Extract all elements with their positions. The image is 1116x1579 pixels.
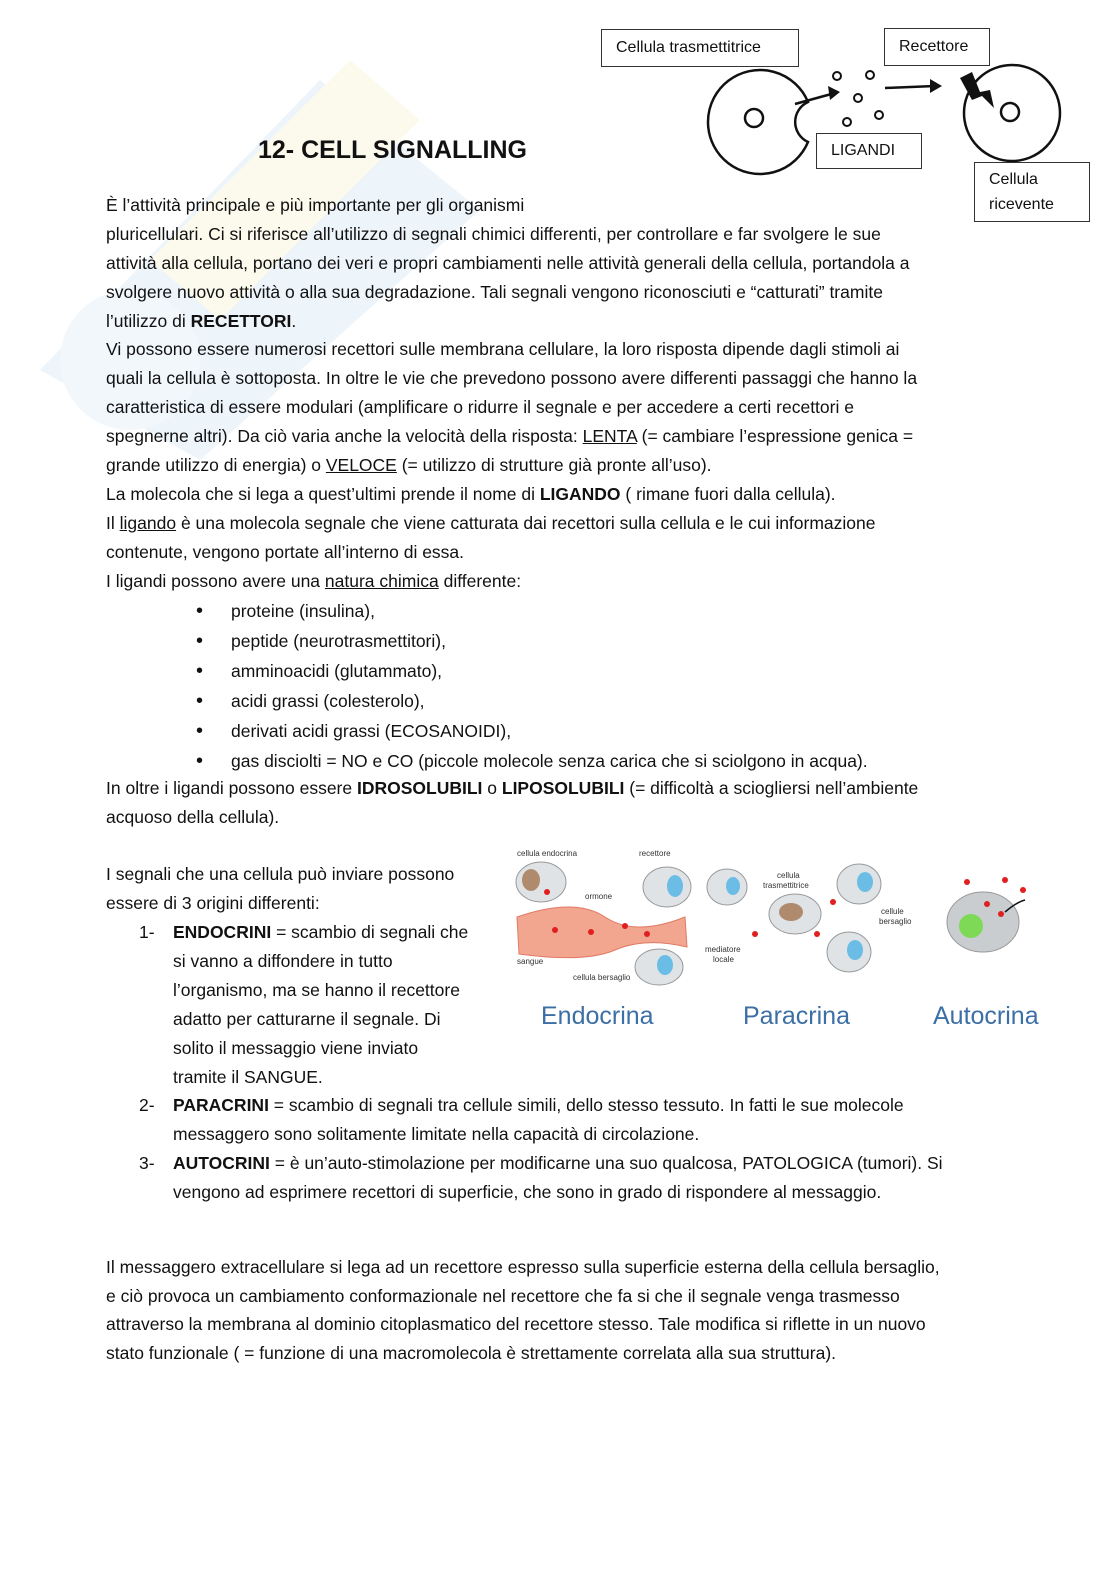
para4-line2: contenute, vengono portate all’interno di essa. (106, 542, 465, 562)
para6-text: o (482, 778, 502, 798)
label-cellula-trasmettitrice: Cellula trasmettitrice (601, 29, 799, 67)
endocrine-nucleus (522, 869, 540, 891)
endocrini-text: = scambio di segnali che (271, 922, 469, 942)
paracrini-line2: messaggero sono solitamente limitate nella capacità di circolazione. (173, 1124, 700, 1144)
term-veloce: VELOCE (325, 455, 397, 475)
list-item: • amminoacidi (glutammato), (196, 656, 868, 686)
signalling-types-drawing (505, 842, 1065, 1002)
hormone-dot (644, 931, 650, 937)
label-ormone: ormone (585, 892, 613, 901)
ligand-types-list (196, 596, 868, 776)
endocrini-line1 (173, 918, 468, 947)
para6-line1 (106, 774, 918, 803)
paracrini-text: = scambio di segnali tra cellule simili, dello stesso tessuto. In fatti le sue molecole (268, 1095, 904, 1115)
endocrini-line4: adatto per catturarne il segnale. Di (173, 1009, 441, 1029)
autocrine-dot (1002, 877, 1008, 883)
list-number: 1- (139, 922, 155, 942)
para2-line4 (106, 422, 913, 451)
mediator-dot (814, 931, 820, 937)
mediator-dot (830, 899, 836, 905)
term-recettori: RECETTORI (190, 311, 292, 331)
para4-text: è una molecola segnale che viene catturata dai recettori sulla cellula e le cui informazione (176, 513, 876, 533)
receiving-nucleus (1001, 103, 1019, 121)
hormone-dot (622, 923, 628, 929)
list-item: • peptide (neurotrasmettitori), (196, 626, 868, 656)
para6-text: In oltre i ligandi possono essere (106, 778, 357, 798)
para6-text: (= difficoltà a sciogliersi nell’ambiente (624, 778, 919, 798)
label-paracrina: Paracrina (743, 1002, 850, 1030)
intro-line3: attività alla cellula, portano dei veri e propri cambiamenti nelle attività generali della cellula, portandola a (106, 253, 910, 273)
target-nucleus-2 (657, 955, 673, 975)
transmitter-cell (708, 70, 808, 174)
para2-line2: quali la cellula è sottoposta. In oltre le vie che prevedono possono avere differenti passaggi che hanno la (106, 368, 918, 388)
para8-line3: attraverso la membrana al dominio citoplasmatico del recettore stesso. Tale modifica si riflette in un nuovo (106, 1314, 926, 1334)
para2-text: grande utilizzo di energia) o (106, 455, 326, 475)
cells-drawing (590, 20, 1100, 230)
autocrine-dot (964, 879, 970, 885)
term-ligando: LIGANDO (539, 484, 621, 504)
label-sangue: sangue (517, 957, 544, 966)
label-mediatore-2: locale (713, 955, 734, 964)
para3 (106, 480, 836, 509)
para8-line1: Il messaggero extracellulare si lega ad un recettore espresso sulla superficie esterna della cellula bersaglio, (106, 1257, 940, 1277)
list-item: • acidi grassi (colesterolo), (196, 686, 868, 716)
list-number: 3- (139, 1153, 155, 1173)
autocrini-line2: vengono ad esprimere recettori di superficie, che sono in grado di rispondere al messaggio. (173, 1182, 882, 1202)
ligand-dot (833, 72, 841, 80)
term-paracrini: PARACRINI (173, 1095, 269, 1115)
intro-line1: È l’attività principale e più importante per gli organismi (106, 195, 525, 215)
label-cellula-trasm-2: trasmettitrice (763, 881, 809, 890)
autocrine-cell (947, 892, 1019, 952)
endocrini-line6: tramite il SANGUE. (173, 1067, 323, 1087)
paracrine-transmitter-nucleus (779, 903, 803, 921)
label-autocrina: Autocrina (933, 1002, 1039, 1030)
receiving-cell (964, 65, 1060, 161)
para5-text: I ligandi possono avere una (106, 571, 325, 591)
para7-line1: I segnali che una cellula può inviare possono (106, 864, 455, 884)
ligand-dot (843, 118, 851, 126)
para2-text: (= utilizzo di strutture già pronte all’uso). (396, 455, 712, 475)
ligand-dot (875, 111, 883, 119)
signalling-types-figure (505, 842, 1065, 1052)
para4-text: Il (106, 513, 120, 533)
label-recettore-fig: recettore (639, 849, 671, 858)
para7-line2: essere di 3 origini differenti: (106, 893, 320, 913)
ligand-dot (854, 94, 862, 102)
list-item: • proteine (insulina), (196, 596, 868, 626)
target-nucleus (667, 875, 683, 897)
intro-line5 (106, 307, 296, 336)
label-cellula-endocrina: cellula endocrina (517, 849, 578, 858)
hormone-dot (544, 889, 550, 895)
autocrini-line1 (173, 1149, 943, 1178)
paracrine-target-nucleus (857, 872, 873, 892)
para2-text: spegnerne altri). Da ciò varia anche la velocità della risposta: (106, 426, 583, 446)
para2-line3: caratteristica di essere modulari (amplificare o ridurre il segnale e per accedere a certi recettori e (106, 397, 854, 417)
autocrini-text: = è un’auto-stimolazione per modificarne una suo qualcosa, PATOLOGICA (tumori). Si (269, 1153, 943, 1173)
intro-text: . (291, 311, 297, 331)
para3-text: La molecola che si lega a quest’ultimi prende il nome di (106, 484, 540, 504)
label-cellula-bersaglio: cellula bersaglio (573, 973, 631, 982)
para2-line1: Vi possono essere numerosi recettori sulle membrana cellulare, la loro risposta dipende dagli stimoli ai (106, 339, 900, 359)
para8-line2: e ciò provoca un cambiamento conformazionale nel recettore che fa si che il segnale venga trasmesso (106, 1286, 900, 1306)
signal-diagram (590, 20, 1100, 230)
mediator-dot (752, 931, 758, 937)
endocrini-line3: l’organismo, ma se hanno il recettore (173, 980, 460, 1000)
para8-line4: stato funzionale ( = funzione di una macromolecola è strettamente correlata alla sua struttura). (106, 1343, 837, 1363)
term-idrosolubili: IDROSOLUBILI (356, 778, 483, 798)
arrow-line-1 (795, 93, 835, 104)
endocrini-line5: solito il messaggio viene inviato (173, 1038, 419, 1058)
term-lenta: LENTA (582, 426, 637, 446)
paracrine-nucleus (726, 877, 740, 895)
para3-text: ( rimane fuori dalla cellula). (620, 484, 836, 504)
ligand-dot (866, 71, 874, 79)
transmitter-nucleus (745, 109, 763, 127)
para2-line5 (106, 451, 712, 480)
label-ligandi: LIGANDI (816, 133, 922, 169)
list-item: • gas disciolti = NO e CO (piccole molecole senza carica che si sciolgono in acqua). (196, 746, 868, 776)
target-cell (643, 867, 691, 907)
ricevente-line1: Cellula (989, 171, 1038, 188)
label-cellula-trasm-1: cellula (777, 871, 800, 880)
term-ligando-underline: ligando (119, 513, 177, 533)
term-liposolubili: LIPOSOLUBILI (501, 778, 625, 798)
label-cellule-bersaglio-1: cellule (881, 907, 904, 916)
endocrini-line2: si vanno a diffondere in tutto (173, 951, 393, 971)
list-number: 2- (139, 1095, 155, 1115)
para4-line1 (106, 509, 876, 538)
label-mediatore-1: mediatore (705, 945, 741, 954)
hormone-dot (552, 927, 558, 933)
page-title: 12- CELL SIGNALLING (258, 136, 528, 164)
autocrine-dot (984, 901, 990, 907)
para5-text: differente: (438, 571, 522, 591)
autocrine-dot (998, 911, 1004, 917)
label-endocrina: Endocrina (541, 1002, 654, 1030)
paracrine-target-2-nucleus (847, 940, 863, 960)
intro-text: l’utilizzo di (106, 311, 191, 331)
ricevente-line2: ricevente (989, 196, 1054, 213)
label-recettore: Recettore (884, 28, 990, 66)
list-item: • derivati acidi grassi (ECOSANOIDI), (196, 716, 868, 746)
term-endocrini: ENDOCRINI (173, 922, 272, 942)
autocrine-nucleus (959, 914, 983, 938)
arrow-head-2 (930, 79, 942, 93)
hormone-dot (588, 929, 594, 935)
term-natura-chimica: natura chimica (324, 571, 439, 591)
term-autocrini: AUTOCRINI (173, 1153, 270, 1173)
para6-line2: acquoso della cellula). (106, 807, 280, 827)
label-cellule-bersaglio-2: bersaglio (879, 917, 912, 926)
para2-text: (= cambiare l’espressione genica = (636, 426, 914, 446)
para5 (106, 567, 521, 596)
arrow-head-1 (828, 86, 840, 100)
paracrini-line1 (173, 1091, 904, 1120)
arrow-line-2 (885, 86, 935, 88)
intro-line4: svolgere nuovo attività o alla sua degradazione. Tali segnali vengono riconosciuti e “catturati” tramite (106, 282, 883, 302)
autocrine-dot (1020, 887, 1026, 893)
intro-line2: pluricellulari. Ci si riferisce all’utilizzo di segnali chimici differenti, per controllare e far svolgere le sue (106, 224, 881, 244)
